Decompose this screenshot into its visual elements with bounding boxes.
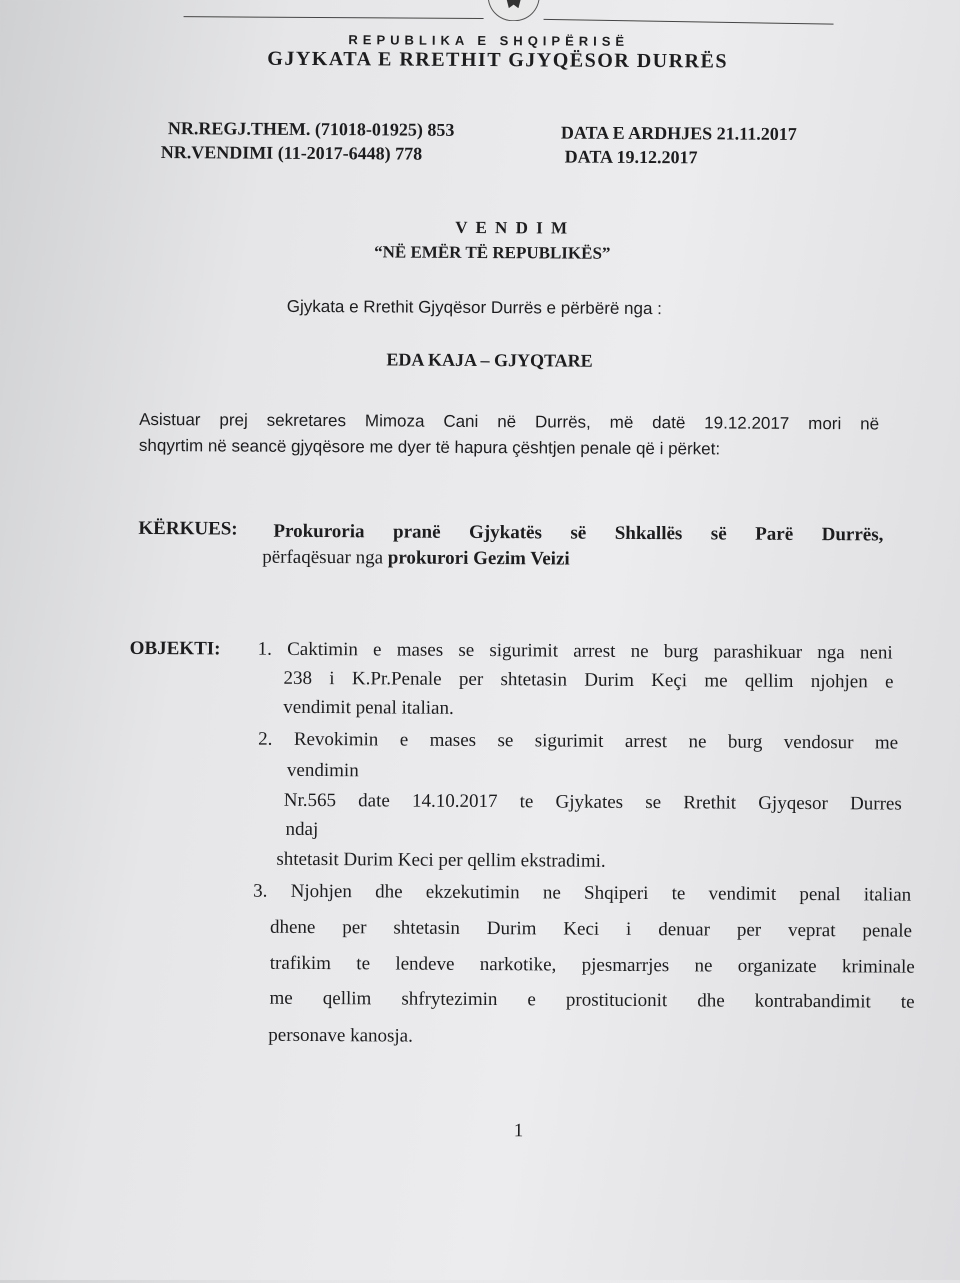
objekti-line: vendimin — [286, 759, 359, 782]
objekti-line — [253, 881, 911, 907]
judge-name: EDA KAJA – GJYQTARE — [386, 349, 593, 371]
document-subtitle: “NË EMËR TË REPUBLIKËS” — [374, 242, 611, 263]
kerkues-text-1: Prokuroria pranë Gjykatës së Shkallës së Parë Durrës, — [273, 520, 884, 546]
decision-number: NR.VENDIMI (11-2017-6448) 778 — [160, 142, 423, 164]
objekti-line: personave kanosja. — [268, 1024, 413, 1047]
objekti-line — [258, 639, 893, 665]
objekti-line: ndaj — [285, 818, 319, 841]
kerkues-prefix: përfaqësuar nga — [262, 546, 388, 569]
objekti-line — [284, 790, 902, 816]
decision-date: DATA 19.12.2017 — [564, 146, 698, 168]
objekti-line — [283, 668, 893, 694]
objekti-line — [269, 988, 914, 1014]
prosecutor-name: prokurori Gezim Veizi — [387, 547, 570, 570]
objekti-line: vendimit penal italian. — [283, 696, 454, 719]
objekti-line — [270, 917, 912, 943]
page-number: 1 — [513, 1120, 524, 1142]
objekti-label: OBJEKTI: — [129, 637, 221, 660]
republic-heading: REPUBLIKA E SHQIPËRISË — [348, 32, 630, 49]
document-title: V E N D I M — [455, 217, 570, 238]
header-rule-left — [184, 16, 484, 19]
objekti-text: Nr.565 date 14.10.2017 te Gjykates se Rrethit Gjyqesor Durres — [283, 789, 902, 815]
objekti-text: dhene per shtetasin Durim Keci i denuar per veprat penale — [269, 916, 913, 942]
kerkues-label: KËRKUES: — [138, 517, 238, 540]
reg-number: NR.REGJ.THEM. (71018-01925) 853 — [167, 118, 455, 140]
header-rule-right — [544, 19, 834, 25]
objekti-line — [258, 729, 898, 755]
assisted-line-1 — [139, 410, 879, 435]
coat-of-arms-icon — [488, 0, 540, 21]
objekti-text: me qellim shfrytezimin e prostitucionit dhe kontrabandimit te — [269, 987, 915, 1013]
objekti-line: shtetasit Durim Keci per qellim ekstradimi. — [276, 848, 606, 872]
kerkues-line-1 — [273, 521, 883, 547]
arrival-date: DATA E ARDHJES 21.11.2017 — [560, 122, 797, 144]
objekti-line — [270, 953, 915, 979]
assisted-text-1: Asistuar prej sekretares Mimoza Cani në Durrës, më datë 19.12.2017 mori në — [139, 409, 880, 434]
composition-text: Gjykata e Rrethit Gjyqësor Durrës e përbërë nga : — [286, 296, 662, 319]
assisted-line-2: shqyrtim në seancë gjyqësore me dyer të hapura çështjen penale që i përket: — [138, 435, 721, 459]
objekti-text: 2. Revokimin e mases se sigurimit arrest ne burg vendosur me — [258, 728, 899, 754]
objekti-text: 238 i K.Pr.Penale per shtetasin Durim Keçi me qellim njohjen e — [283, 667, 894, 693]
kerkues-line-2 — [262, 547, 570, 571]
objekti-text: 1. Caktimin e mases se sigurimit arrest ne burg parashikuar nga neni — [257, 638, 893, 664]
court-heading: GJYKATA E RRETHIT GJYQËSOR DURRËS — [267, 47, 729, 73]
objekti-text: 3. Njohjen dhe ekzekutimin ne Shqiperi te vendimit penal italian — [253, 880, 912, 906]
objekti-text: trafikim te lendeve narkotike, pjesmarrjes ne organizate kriminale — [269, 952, 915, 978]
